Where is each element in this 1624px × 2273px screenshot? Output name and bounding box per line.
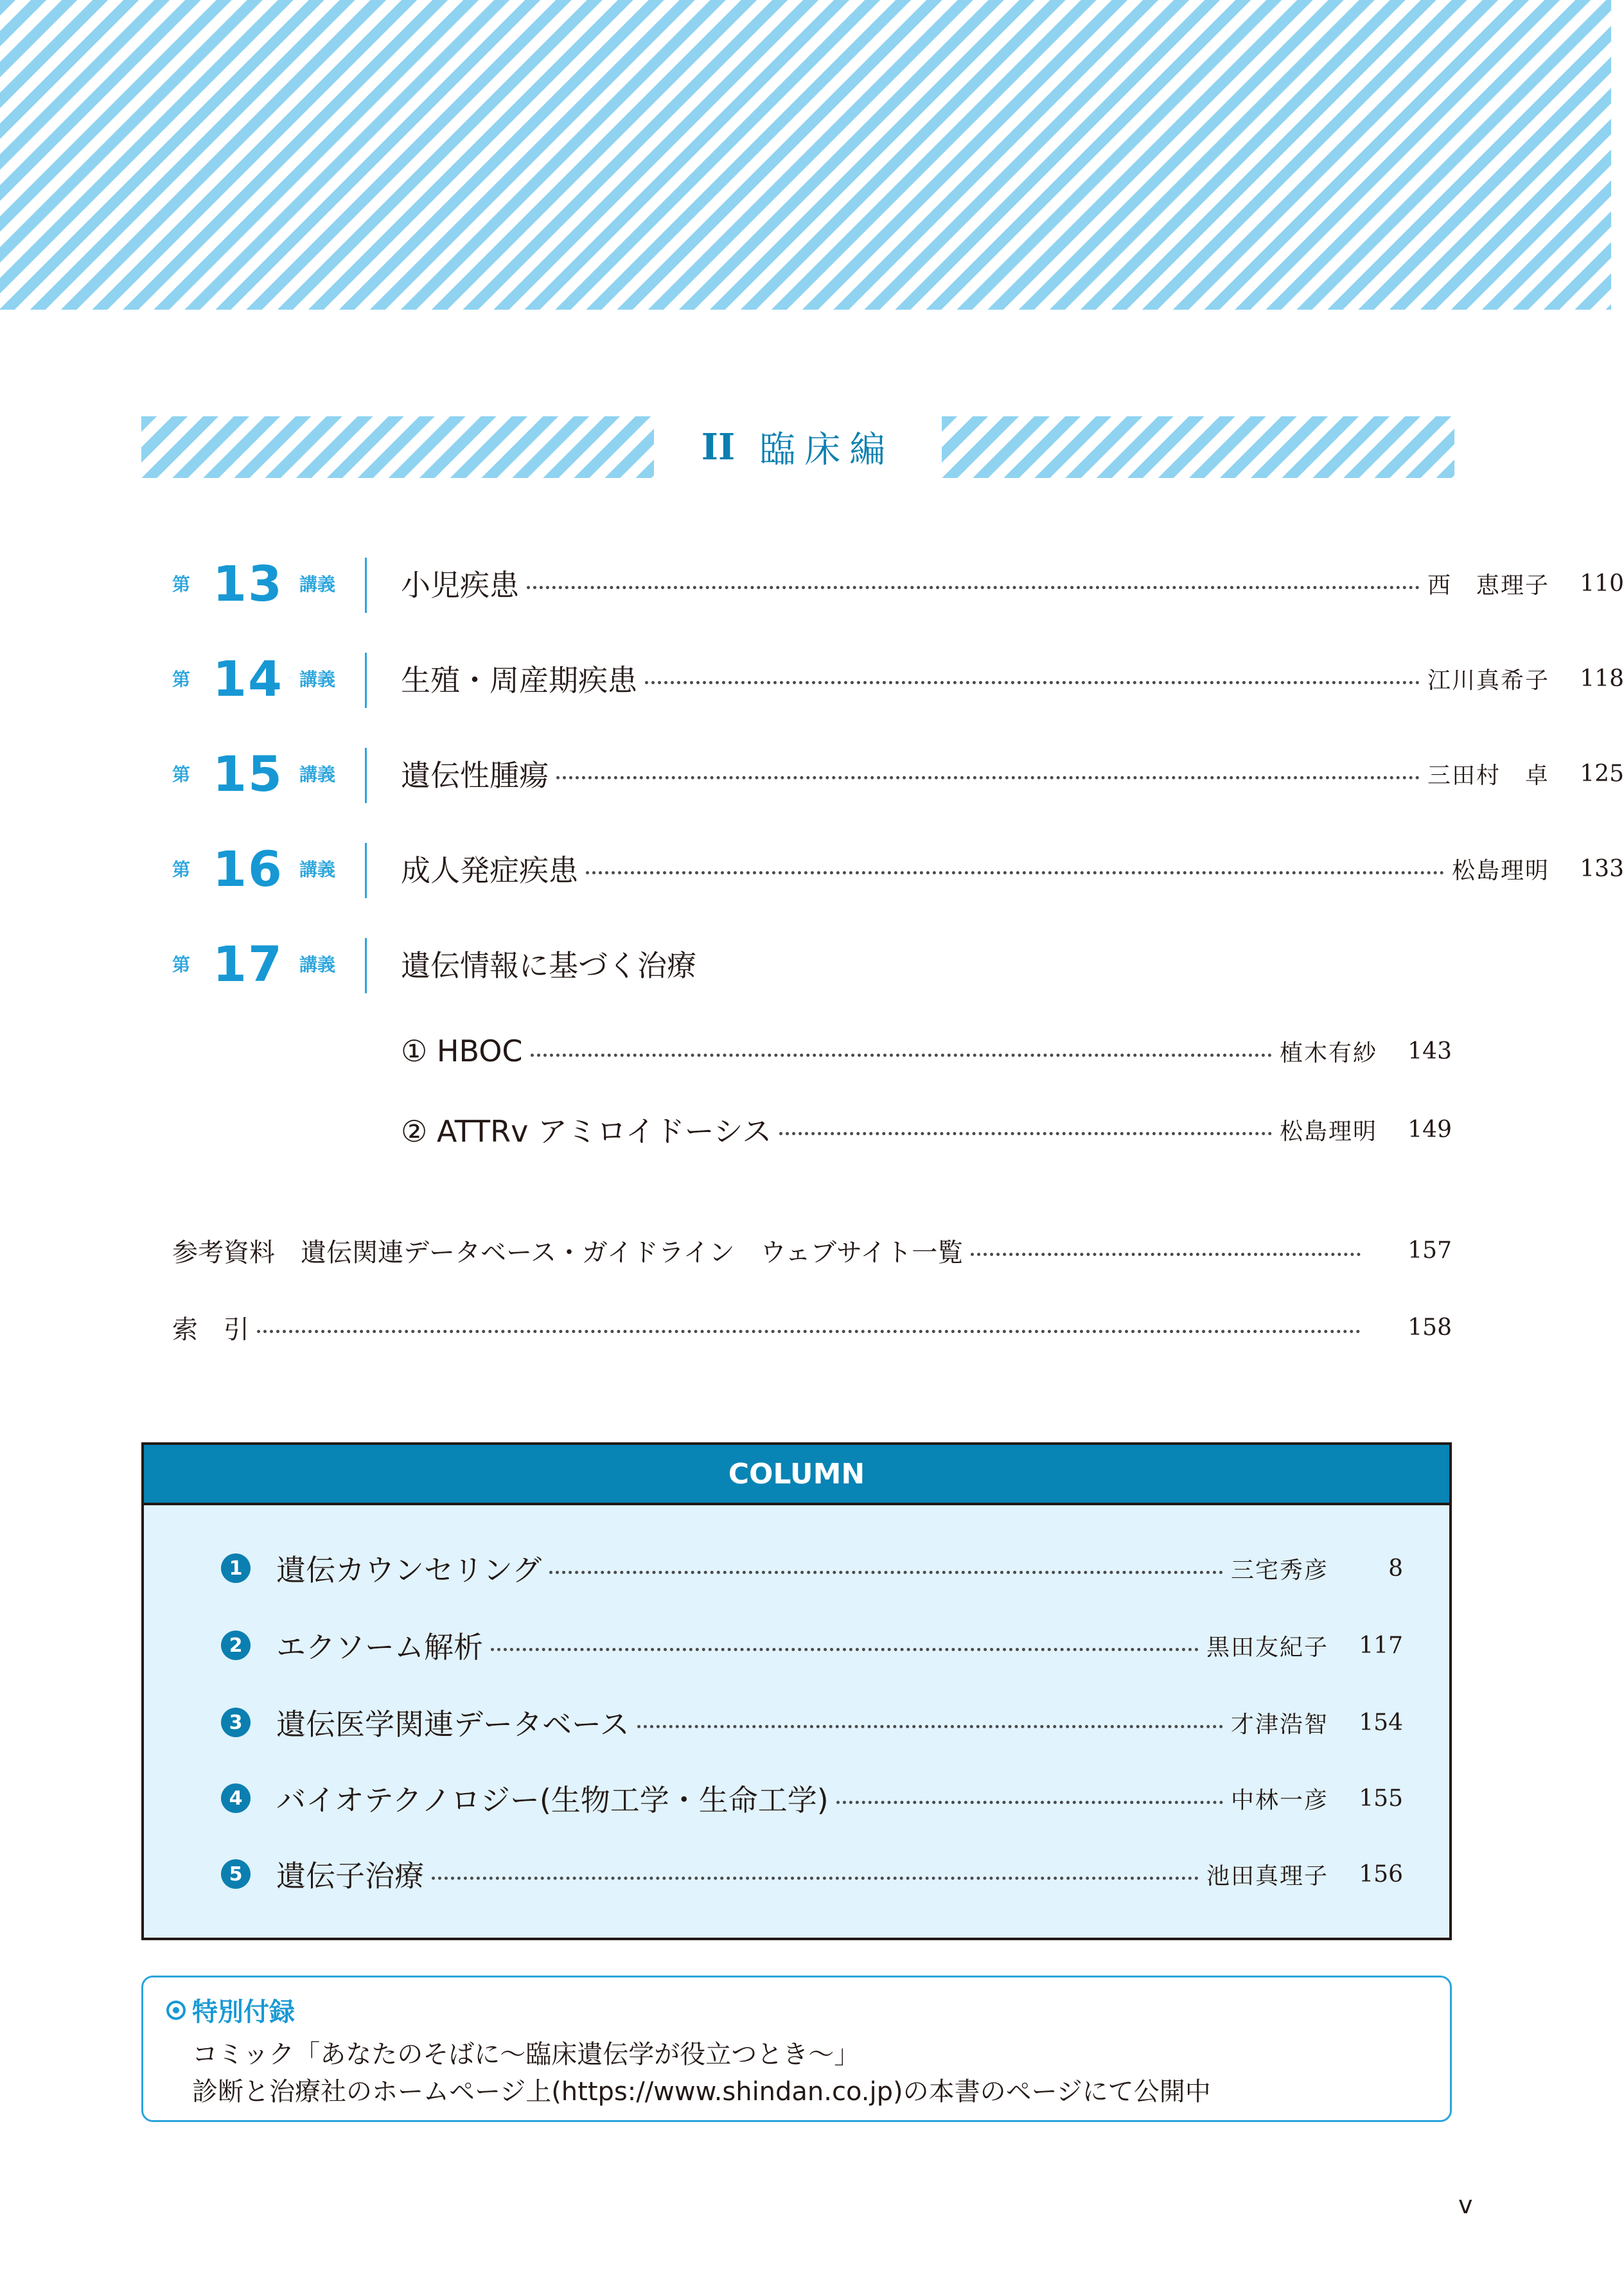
target-icon [166,2001,186,2020]
column-item[interactable] [221,1847,1403,1901]
toc-index[interactable] [172,1302,1452,1353]
toc-entry-title: 遺伝性腫瘍 [401,758,549,793]
appendix-title: 特別付録 [192,1997,295,2027]
toc-entry-line [401,933,1624,995]
toc-entry-line [401,838,1624,899]
toc-entry-page: 157 [1408,1237,1452,1264]
lecture-label [172,838,346,899]
lecture-divider [365,653,367,708]
lecture-number: 14 [213,650,283,707]
lecture-divider [365,843,367,898]
section-stripe-left [141,416,654,478]
toc-entry-title: バイオテクノロジー(生物工学・生命工学) [276,1783,829,1818]
toc-entry-title: 小児疾患 [401,568,519,603]
toc-entry-page: 118 [1580,665,1624,692]
leader-dots [586,871,1444,874]
toc-entry-page: 117 [1359,1632,1403,1659]
leader-dots [531,1054,1272,1057]
lecture-suffix: 講義 [299,574,336,595]
column-item[interactable] [221,1695,1403,1749]
leader-dots [549,1571,1223,1574]
toc-entry-title: 遺伝子治療 [276,1859,424,1893]
toc-subitem-attrv[interactable] [401,1102,1452,1156]
lecture-label [172,933,346,995]
toc-entry-page: 110 [1580,570,1624,597]
leader-dots [432,1877,1199,1880]
column-item-number: 1 [221,1553,251,1583]
toc-entry-author: 池田真理子 [1206,1862,1328,1889]
lecture-number: 17 [213,935,283,993]
lecture-prefix: 第 [172,574,191,595]
lecture-number: 15 [213,745,283,802]
toc-references[interactable] [172,1225,1452,1276]
leader-dots [836,1801,1223,1804]
special-appendix-box [141,1976,1452,2122]
section-heading [654,416,942,478]
column-item-number: 4 [221,1783,251,1813]
toc-lecture-15[interactable] [172,743,1624,804]
lecture-divider [365,558,367,613]
column-item-number: 3 [221,1708,251,1737]
toc-entry-title: 参考資料 遺伝関連データベース・ガイドライン ウェブサイト一覧 [172,1237,964,1268]
toc-entry-title: ② ATTRv アミロイドーシス [401,1114,772,1149]
decorative-stripe-band [0,0,1611,310]
toc-subitem-hboc[interactable] [401,1024,1452,1078]
lecture-prefix: 第 [172,764,191,785]
lecture-divider [365,938,367,993]
appendix-line: 診断と治療社のホームページ上(https://www.shindan.co.jp)の本書のページにて公開中 [192,2077,1211,2107]
toc-lecture-17[interactable] [172,933,1457,995]
lecture-suffix: 講義 [299,669,336,690]
toc-entry-page: 156 [1359,1861,1403,1888]
appendix-heading [166,1992,295,2028]
leader-dots [645,681,1420,684]
lecture-label [172,553,346,614]
section-roman-numeral: II [701,426,736,468]
section-title: 臨床編 [759,429,895,471]
leader-dots [491,1648,1199,1651]
lecture-label [172,743,346,804]
toc-entry-page: 143 [1408,1038,1452,1065]
toc-entry-author: 西 恵理子 [1427,572,1549,599]
lecture-prefix: 第 [172,954,191,975]
column-header: COLUMN [144,1445,1449,1505]
lecture-suffix: 講義 [299,764,336,785]
toc-entry-page: 8 [1388,1555,1403,1582]
toc-entry-line [401,553,1624,614]
toc-entry-page: 155 [1359,1785,1403,1812]
toc-lecture-13[interactable] [172,553,1624,614]
toc-entry-title: ① HBOC [401,1034,523,1068]
toc-entry-title: 成人発症疾患 [401,853,578,888]
toc-entry-author: 植木有紗 [1279,1039,1377,1066]
section-stripe-right [942,416,1454,478]
page-number: v [1458,2191,1473,2219]
toc-entry-title: 遺伝カウンセリング [276,1553,542,1588]
column-item-number: 5 [221,1859,251,1889]
toc-entry-title: 遺伝医学関連データベース [276,1707,630,1742]
column-box [141,1442,1452,1940]
toc-entry-title: 遺伝情報に基づく治療 [401,948,696,983]
toc-entry-author: 三田村 卓 [1427,762,1549,789]
toc-entry-author: 松島理明 [1451,857,1549,884]
lecture-number: 16 [213,840,283,898]
leader-dots [556,776,1420,779]
leader-dots [257,1330,1361,1333]
column-item[interactable] [221,1541,1403,1595]
leader-dots [527,586,1420,589]
toc-entry-title: エクソーム解析 [276,1630,483,1665]
toc-entry-line [401,743,1624,804]
toc-entry-author: 黒田友紀子 [1206,1634,1328,1661]
toc-entry-author: 中林一彦 [1230,1787,1328,1814]
toc-entry-page: 133 [1580,855,1624,882]
toc-entry-author: 才津浩智 [1230,1711,1328,1738]
lecture-prefix: 第 [172,859,191,880]
leader-dots [779,1132,1272,1135]
toc-entry-author: 三宅秀彦 [1230,1557,1328,1584]
lecture-suffix: 講義 [299,859,336,880]
lecture-prefix: 第 [172,669,191,690]
column-item-number: 2 [221,1631,251,1660]
toc-entry-title: 生殖・周産期疾患 [401,663,637,698]
toc-entry-page: 154 [1359,1709,1403,1736]
column-item[interactable] [221,1618,1403,1672]
appendix-line: コミック「あなたのそばに〜臨床遺伝学が役立つとき〜」 [192,2040,860,2069]
toc-lecture-16[interactable] [172,838,1624,899]
lecture-number: 13 [213,554,283,612]
lecture-label [172,648,346,709]
toc-entry-author: 江川真希子 [1427,667,1549,694]
toc-entry-line [401,648,1624,709]
toc-entry-page: 125 [1580,760,1624,787]
toc-entry-page: 149 [1408,1116,1452,1143]
toc-entry-author: 松島理明 [1279,1118,1377,1145]
toc-entry-title: 索 引 [172,1314,249,1345]
lecture-suffix: 講義 [299,954,336,975]
toc-entry-page: 158 [1408,1314,1452,1341]
leader-dots [971,1253,1361,1256]
leader-dots [637,1725,1223,1728]
toc-lecture-14[interactable] [172,648,1624,709]
column-item[interactable] [221,1771,1403,1825]
lecture-divider [365,748,367,803]
